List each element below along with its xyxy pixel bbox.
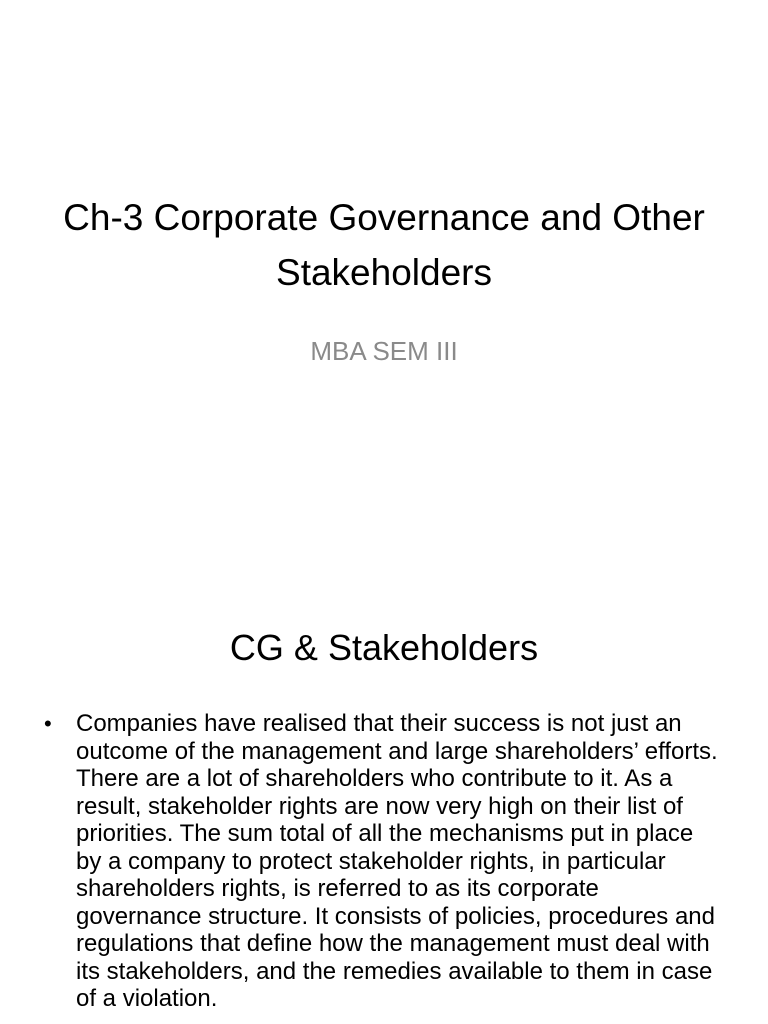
bullet-list: [44, 710, 724, 1013]
bullet-text: Companies have realised that their success is not just an outcome of the management and large shareholders’ efforts. There are a lot of shareholders who contribute to it. As a result, stakeholder rights are now very high on their list of priorities. The sum total of all the mechanisms put in place by a company to protect stakeholder rights, in particular shareholders rights, is referred to as its corporate governance structure. It consists of policies, procedures and regulations that define how the management must deal with its stakeholders, and the remedies available to them in case of a violation.: [76, 710, 718, 1012]
slide-heading: CG & Stakeholders: [229, 627, 539, 668]
bullet-item: [44, 710, 724, 1013]
bullet-icon: •: [44, 711, 52, 736]
slide-cg-stakeholders: [0, 576, 768, 1024]
slide-subtitle: MBA SEM III: [310, 336, 458, 366]
slide-title: Ch-3 Corporate Governance and Other Stakeholders: [63, 197, 705, 293]
